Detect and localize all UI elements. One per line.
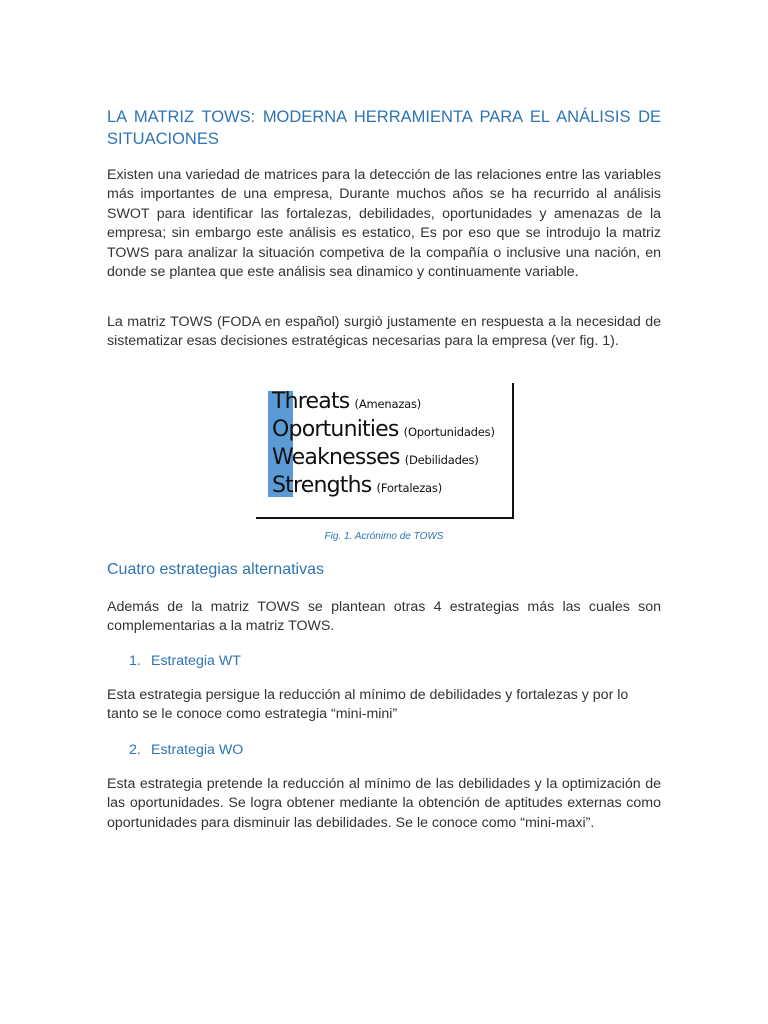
tows-letter: S xyxy=(272,473,286,498)
figure-caption: Fig. 1. Acrónimo de TOWS xyxy=(324,531,444,542)
tows-translation: (Oportunidades) xyxy=(403,425,495,439)
section-intro-paragraph: Además de la matriz TOWS se plantean otras 4 estrategias más las cuales son complementarias a la matriz TOWS. xyxy=(107,599,661,635)
tows-word: portunities xyxy=(288,417,399,442)
tows-word: hreats xyxy=(284,389,350,414)
page-title: LA MATRIZ TOWS: MODERNA HERRAMIENTA PARA EL ANÁLISIS DE SITUACIONES xyxy=(107,108,661,148)
tows-translation: (Debilidades) xyxy=(404,453,479,467)
strategy-wt-description: Esta estrategia persigue la reducción al mínimo de debilidades y fortalezas y por lo tanto se le conoce como estrategia “mini-mini” xyxy=(107,687,629,723)
intro-paragraph-1: Existen una variedad de matrices para la detección de las relaciones entre las variables más importantes de una empresa, Durante muchos años se ha recurrido al análisis SWOT para identificar las fortalezas, debilidades, oportunidades y amenazas de la empresa; sin embargo este análisis es estatico, Es por eso que se introdujo la matriz TOWS para analizar la situación competiva de la compañía o inclusive una nación, en donde se plantea que este análisis sea dinamico y continuamente variable. xyxy=(107,167,661,281)
strategy-name: Estrategia WT xyxy=(151,653,241,669)
strategy-list-item-wo xyxy=(129,741,243,760)
list-number: 1. xyxy=(129,653,141,669)
strategy-list-item-wt xyxy=(129,652,241,671)
list-number: 2. xyxy=(129,742,141,758)
strategy-name: Estrategia WO xyxy=(151,742,244,758)
tows-row-weaknesses xyxy=(272,445,479,473)
intro-paragraph-2: La matriz TOWS (FODA en español) surgiò justamente en respuesta a la necesidad de sistematizar esas decisiones estratégicas necesarias para la empresa (ver fig. 1). xyxy=(107,314,661,350)
tows-row-strengths xyxy=(272,473,442,501)
tows-row-oportunities xyxy=(272,417,495,445)
tows-letter: W xyxy=(272,445,292,470)
tows-translation: (Amenazas) xyxy=(354,397,422,411)
tows-row-threats xyxy=(272,389,421,417)
section-heading: Cuatro estrategias alternativas xyxy=(107,561,324,578)
strategy-wo-description: Esta estrategia pretende la reducción al mínimo de las debilidades y la optimización de las oportunidades. Se logra obtener mediante la obtención de aptitudes externas como oportunidades para disminuir las debilidades. Se le conoce como “mini-maxi”. xyxy=(107,776,661,831)
tows-letter: O xyxy=(272,417,289,442)
tows-translation: (Fortalezas) xyxy=(376,481,442,495)
tows-word: trengths xyxy=(285,473,372,498)
tows-word: eaknesses xyxy=(291,445,400,470)
tows-letter: T xyxy=(272,389,285,414)
